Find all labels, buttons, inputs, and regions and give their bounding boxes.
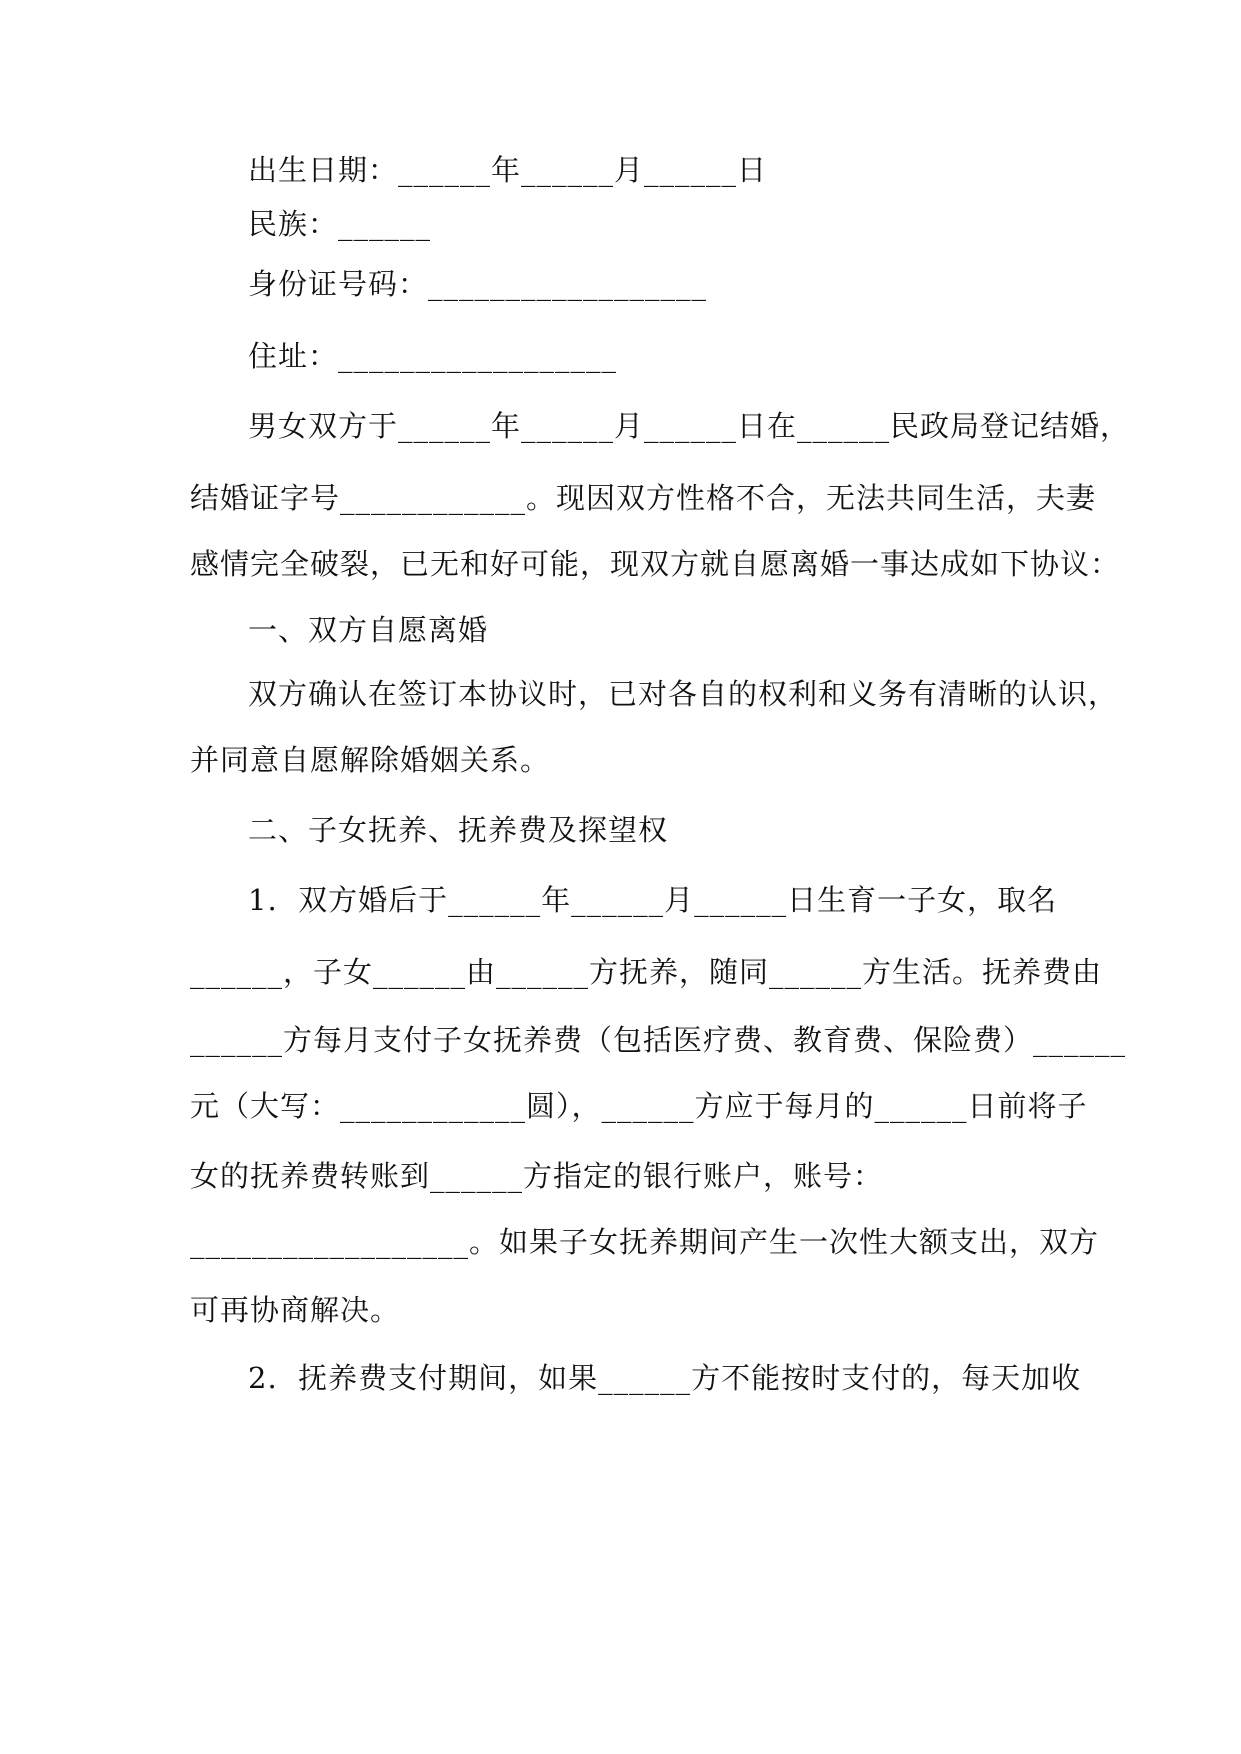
birth-date-line: 出生日期：______年______月______日 (248, 153, 768, 187)
clause-line: 2. 抚养费支付期间，如果______方不能按时支付的，每天加收 (248, 1361, 1082, 1395)
clause-line: 元（大写：____________圆），______方应于每月的______日前将子 (190, 1089, 1088, 1123)
id-number-line: 身份证号码：__________________ (248, 267, 708, 301)
ethnicity-line: 民族：______ (248, 207, 432, 241)
clause-line: 女的抚养费转账到______方指定的银行账户，账号： (190, 1159, 884, 1193)
clause-line: 1. 双方婚后于______年______月______日生育一子女，取名 (248, 883, 1058, 917)
paragraph-line: 感情完全破裂，已无和好可能，现双方就自愿离婚一事达成如下协议： (190, 547, 1121, 581)
paragraph-line: 并同意自愿解除婚姻关系。 (190, 743, 551, 777)
clause-line: ______方每月支付子女抚养费（包括医疗费、教育费、保险费）______ (190, 1023, 1127, 1057)
clause-line: ______，子女______由______方抚养，随同______方生活。抚养费由 (190, 955, 1103, 989)
paragraph-line: 双方确认在签订本协议时，已对各自的权利和义务有清晰的认识， (248, 677, 1119, 711)
clause-line: 可再协商解决。 (190, 1293, 401, 1327)
paragraph-line: 男女双方于______年______月______日在______民政局登记结婚， (248, 409, 1131, 443)
address-line: 住址：__________________ (248, 339, 618, 373)
section-heading-2: 二、子女抚养、抚养费及探望权 (248, 813, 669, 847)
clause-line: __________________。如果子女抚养期间产生一次性大额支出，双方 (190, 1225, 1100, 1259)
section-heading-1: 一、双方自愿离婚 (248, 613, 489, 647)
paragraph-line: 结婚证字号____________。现因双方性格不合，无法共同生活，夫妻 (190, 481, 1097, 515)
